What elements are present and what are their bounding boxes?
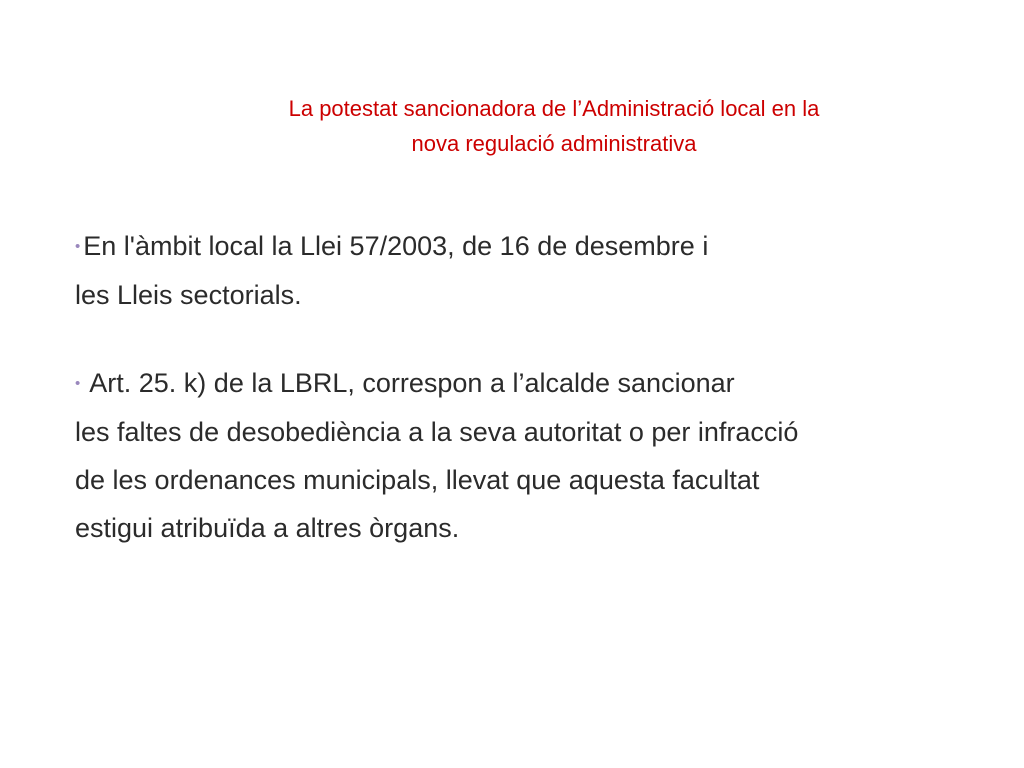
bullet-item-line: les faltes de desobediència a la seva autoritat o per infracció (75, 417, 799, 447)
slide-body (75, 222, 1005, 552)
slide-title-line-2: nova regulació administrativa (411, 131, 697, 156)
slide-title (150, 91, 958, 161)
bullet-item-art-25-lbrl (75, 359, 1005, 552)
bullet-item-text: En l'àmbit local la Llei 57/2003, de 16 de desembre i (83, 231, 709, 261)
bullet-item-line: estigui atribuïda a altres òrgans. (75, 513, 460, 543)
bullet-item-line (75, 222, 1005, 271)
bullet-item-line (75, 359, 1005, 408)
bullet-item-line: les Lleis sectorials. (75, 280, 302, 310)
bullet-item-line: de les ordenances municipals, llevat que aquesta facultat (75, 465, 760, 495)
bullet-icon: • (75, 238, 81, 255)
bullet-item-text: Art. 25. k) de la LBRL, correspon a l’alcalde sancionar (89, 368, 735, 398)
bullet-item-llei-57-2003 (75, 222, 1005, 319)
bullet-icon: • (75, 375, 81, 392)
slide-title-line-1: La potestat sancionadora de l’Administració local en la (288, 96, 820, 121)
